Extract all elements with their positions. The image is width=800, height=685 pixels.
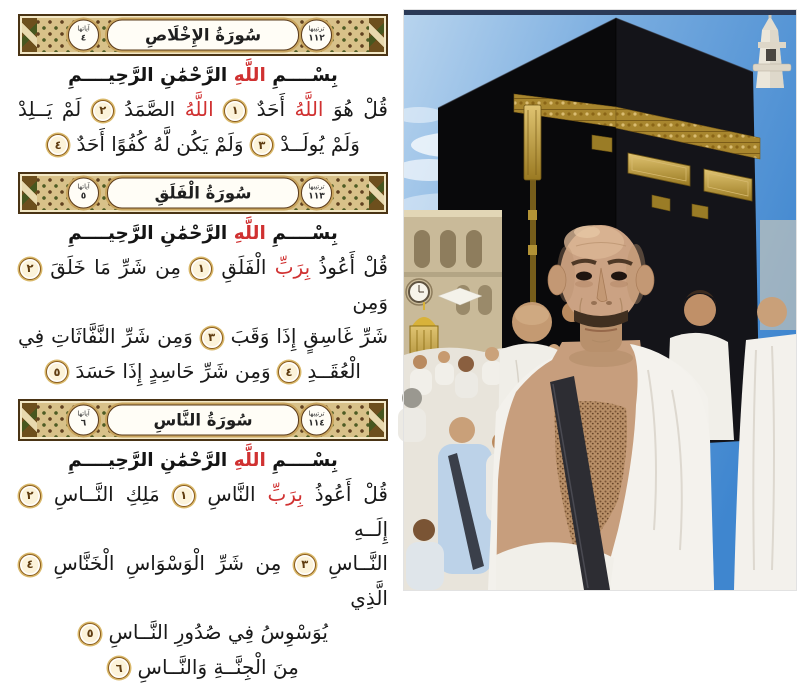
order-medallion-label: ترتيبها: [308, 24, 325, 33]
quran-line: [18, 650, 388, 685]
aya-marker: ٥: [79, 623, 101, 645]
photo-top-border: [404, 10, 796, 15]
surah-lines: [18, 477, 388, 684]
order-medallion-label: ترتيبها: [308, 409, 325, 418]
surah-block: [18, 172, 388, 388]
verse-text: [214, 97, 223, 121]
verse-text: بِرَبِّ: [267, 482, 303, 506]
verse-text: مَلِكِ النَّــاسِ: [42, 482, 172, 506]
aya-marker: ٣: [294, 554, 316, 576]
verse-text: قُلْ أَعُوذُ: [302, 482, 388, 506]
eye: [611, 272, 627, 281]
verse-text: مِن شَرِّ مَا خَلَقَ: [42, 255, 190, 279]
aya-marker: ٢: [19, 258, 41, 280]
order-medallion-num: ١١٤: [308, 418, 325, 429]
ornament-knot-icon: [369, 403, 384, 437]
quran-line: [18, 615, 388, 650]
verse-text: لَمْ يَــلِدْ: [18, 97, 91, 121]
aya-marker: ١: [173, 485, 195, 507]
aya-marker: ٣: [251, 134, 273, 156]
aya-marker: ٤: [47, 134, 69, 156]
surah-header: [18, 14, 388, 56]
surah-lines: [18, 250, 388, 388]
clock: [406, 279, 432, 305]
surah-title-cartouche: [107, 178, 299, 209]
ayat-medallion-count: ٦: [80, 418, 87, 429]
quran-line: [18, 250, 388, 319]
ayat-medallion: [68, 405, 99, 436]
verse-text: مِن شَرِّ الْوَسْوَاسِ الْخَنَّاسِ: [42, 551, 293, 575]
ayat-medallion-label: آياتها: [77, 409, 90, 418]
ornament-knot-icon: [22, 18, 37, 52]
aya-marker: ٢: [92, 100, 114, 122]
verse-text: إِلَــهِ: [353, 516, 388, 541]
ornament-knot-icon: [369, 18, 384, 52]
surah-header: [18, 172, 388, 214]
verse-text: النَّاسِ: [195, 482, 268, 506]
quran-line: [18, 477, 388, 546]
surah-title-cartouche: [107, 405, 299, 436]
verse-text: الصَّمَدُ: [114, 97, 185, 121]
order-medallion-num: ١١٢: [308, 33, 325, 44]
quran-line: [18, 127, 388, 162]
ayat-medallion-count: ٥: [80, 191, 87, 202]
verse-text: وَمِن شَرِّ حَاسِدٍ إِذَا حَسَدَ: [69, 358, 277, 383]
ornament-knot-icon: [369, 176, 384, 210]
aya-marker: ٢: [19, 485, 41, 507]
order-medallion: [301, 178, 332, 209]
verse-text: مِنَ الْجِنَّــةِ وَالنَّــاسِ: [131, 654, 299, 679]
ear-left: [548, 265, 566, 295]
surah-block: [18, 14, 388, 161]
order-medallion: [301, 20, 332, 51]
verse-text: الَّذِي: [350, 585, 388, 610]
aya-marker: ٤: [19, 554, 41, 576]
verse-text: اللَّهُ: [184, 97, 214, 121]
ayat-medallion-label: آياتها: [77, 24, 90, 33]
ornament-knot-icon: [22, 403, 37, 437]
eye: [576, 272, 592, 281]
surah-block: [18, 399, 388, 684]
aya-marker: ٣: [201, 327, 223, 349]
quran-line: [18, 92, 388, 127]
basmala: بِسْــــمِ اللَّهِ الرَّحْمَٰنِ الرَّحِيــــمِ: [68, 65, 338, 86]
aya-marker: ٥: [46, 361, 68, 383]
surah-title-cartouche: [107, 20, 299, 51]
verse-text: الْفَلَقِ: [213, 255, 275, 279]
kaaba-photo: [404, 10, 796, 590]
quran-line: [18, 319, 388, 354]
verse-text: الْعُقَــدِ: [300, 358, 361, 383]
aya-marker: ١: [190, 258, 212, 280]
ayat-medallion: [68, 178, 99, 209]
surah-lines: [18, 92, 388, 161]
verse-text: وَمِن شَرِّ النَّفَّاثَاتِ فِي: [18, 324, 200, 348]
surah-title: سُورَةُ الإِخْلَاصِ: [144, 25, 262, 45]
verse-text: شَرِّ غَاسِقٍ إِذَا وَقَبَ: [223, 324, 388, 348]
surah-title: سُورَةُ الْفَلَقِ: [154, 183, 252, 203]
ayat-medallion: [68, 20, 99, 51]
surah-title: سُورَةُ النَّاسِ: [153, 410, 253, 430]
basmala: بِسْــــمِ اللَّهِ الرَّحْمَٰنِ الرَّحِيــــمِ: [68, 450, 338, 471]
verse-text: قُلْ هُوَ: [323, 97, 388, 121]
aya-marker: ١: [224, 100, 246, 122]
quran-line: [18, 354, 388, 389]
order-medallion-num: ١١٣: [308, 191, 325, 202]
verse-text: وَمِن: [352, 289, 388, 314]
ear-right: [636, 265, 654, 295]
ayat-medallion-count: ٤: [80, 33, 87, 44]
ayat-medallion-label: آياتها: [77, 182, 90, 191]
verse-text: النَّــاسِ: [316, 551, 388, 575]
verse-text: اللَّهُ: [294, 97, 324, 121]
order-medallion: [301, 405, 332, 436]
verse-text: يُوَسْوِسُ فِي صُدُورِ النَّــاسِ: [102, 620, 328, 644]
verse-text: وَلَمْ يَكُن لَّهُ كُفُوًا أَحَدٌ: [70, 131, 250, 156]
surah-header: [18, 399, 388, 441]
verse-text: بِرَبِّ: [274, 255, 311, 279]
aya-marker: ٤: [278, 361, 300, 383]
verse-text: قُلْ أَعُوذُ: [310, 255, 388, 279]
verse-text: أَحَدٌ: [247, 97, 295, 121]
verse-text: وَلَمْ يُولَــدْ: [273, 131, 360, 156]
order-medallion-label: ترتيبها: [308, 182, 325, 191]
ornament-knot-icon: [22, 176, 37, 210]
basmala: بِسْــــمِ اللَّهِ الرَّحْمَٰنِ الرَّحِيــــمِ: [68, 223, 338, 244]
aya-marker: ٦: [108, 657, 130, 679]
quran-line: [18, 546, 388, 615]
